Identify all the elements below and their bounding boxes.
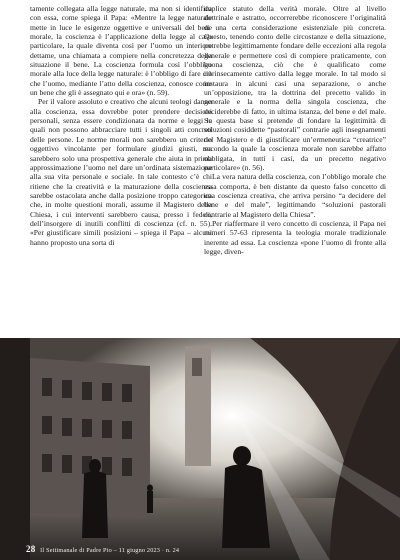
page-footer: 28 Il Settimanale di Padre Pio – 11 giugno 2023 · n. 24 (26, 544, 180, 554)
magazine-title: Il Settimanale di Padre Pio (40, 547, 112, 554)
left-text-column (30, 4, 212, 247)
street-photo (0, 338, 400, 560)
right-paragraph-2: La vera natura della coscienza, con l’obbligo morale che essa comporta, è ben distante da questo falso concetto di una coscienza creativa, che arriva persino “a decidere del bene e del male”, legittimando “soluzioni pastorali contrarie al Magistero della Chiesa”. (204, 172, 386, 219)
right-paragraph-3: Per riaffermare il vero concetto di coscienza, il Papa nei numeri 57-63 ripresenta la teologia morale tradizionale inerente ad essa. La coscienza «pone l’uomo di fronte alla legge, diven- (204, 218, 386, 256)
left-paragraph-1: tamente collegata alla legge naturale, ma non si identifica con essa, come spiega il Papa: «Mentre la legge naturale mette in luce le esigenze oggettive e universali del bene morale, la coscienza è l’applicazione della legge al caso particolare, la quale diventa così per l’uomo un interiore dettame, una chiamata a compiere nella concretezza della situazione il bene. La coscienza formula così l’obbligo morale alla luce della legge naturale: è l’obbligo di fare ciò che l’uomo, mediante l’atto della coscienza, conosce come un bene che gli è assegnato qui e ora» (n. 59). (30, 4, 212, 98)
right-paragraph-1: duplice statuto della verità morale. Oltre al livello dottrinale e astratto, occorrerebbe riconoscere l’originalità di una certa considerazione esistenziale più concreta. Questo, tenendo conto delle circostanze e della situazione, potrebbe legittimamente fondare delle eccezioni alla regola generale e permettere così di compiere praticamente, con buona coscienza, ciò che è qualificato come intrinsecamente cattivo dalla legge morale. In tal modo si instaura in alcuni casi una separazione, o anche un’opposizione, tra la dottrina del precetto valido in generale e la norma della singola coscienza, che deciderebbe di fatto, in ultima istanza, del bene e del male. Su questa base si pretende di fondare la legittimità di soluzioni cosiddette “pastorali” contrarie agli insegnamenti del Magistero e di giustificare un’ermeneutica “creatrice” secondo la quale la coscienza morale non sarebbe affatto obbligata, in tutti i casi, da un precetto negativo particolare» (n. 56). (204, 4, 386, 172)
street-photo-illustration (0, 338, 400, 560)
left-wall (0, 338, 30, 560)
right-text-column (204, 4, 386, 256)
page-number: 28 (26, 544, 36, 554)
left-paragraph-2: Per il valore assoluto e creativo che alcuni teologi danno alla coscienza, essa dovrebbe poter prendere decisioni personali, senza essere condizionata da norme e leggi le quali non possono abbracciare tutti i singoli atti concreti delle persone. Le norme morali non sarebbero un criterio oggettivo vincolante per formulare giudizi giusti, ma sarebbero solo una prospettiva generale che aiuta in prima approssimazione l’uomo nel dare un’ordinata sistemazione alla sua vita personale e sociale. In tale contesto c’è chi ritiene che la creatività e la maturazione della coscienza sarebbe ostacolata anche dalla posizione troppo categorica che, in molte questioni morali, assume il Magistero della Chiesa, i cui interventi sarebbero causa, presso i fedeli, dell’insorgere di inutili conflitti di coscienza (cf. n. 55). «Per giustificare simili posizioni – spiega il Papa – alcuni hanno proposto una sorta di (30, 97, 212, 247)
issue-date: 11 giugno 2023 · n. 24 (118, 547, 180, 554)
